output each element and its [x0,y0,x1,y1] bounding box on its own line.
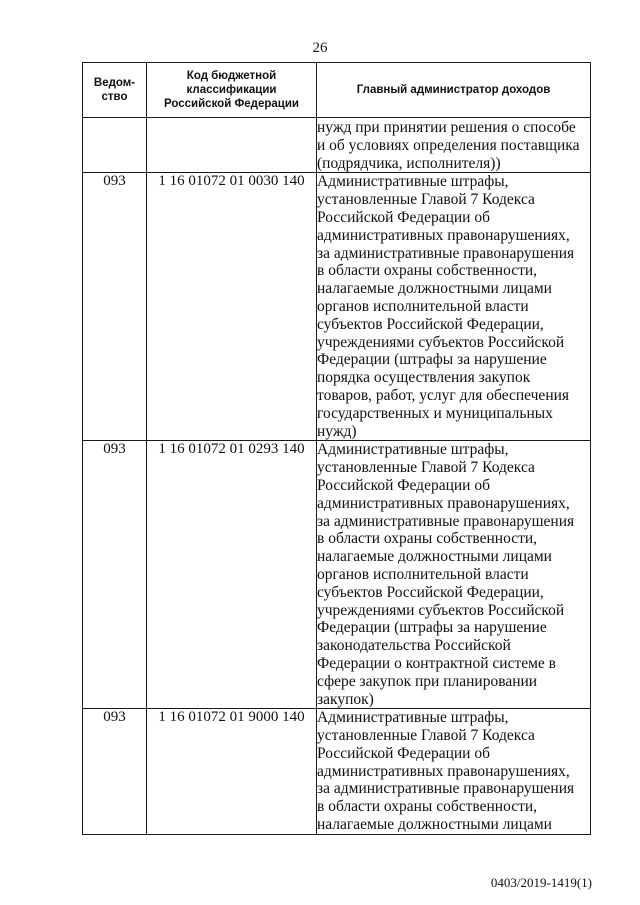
dept-cell: 093 [83,173,147,441]
table-header-row [83,63,591,118]
admin-text-line: Административные штрафы, [317,173,509,191]
table-row [83,118,591,173]
admin-text-line: в области охраны собственности, [317,798,538,816]
admin-text-line: нужд) [317,422,357,440]
admin-text-line: за административные правонарушения [317,512,575,530]
header-dept [83,63,147,118]
header-code [147,63,317,118]
dept-cell: 093 [83,709,147,835]
admin-text-line: установленные Главой 7 Кодекса [317,459,535,477]
admin-text-line: Федерации (штрафы за нарушение [317,351,547,369]
admin-text-line: Российской Федерации об [317,476,490,494]
admin-text-line: в области охраны собственности, [317,262,538,280]
page-number: 26 [312,40,328,56]
admin-text-line: Российской Федерации об [317,208,490,226]
admin-text-line: органов исполнительной власти [317,565,529,583]
document-reference: 0403/2019-1419(1) [490,875,592,890]
table-row [83,709,591,835]
admin-text-line: органов исполнительной власти [317,297,529,315]
admin-text-line: за административные правонарушения [317,244,575,262]
header-admin [317,63,591,118]
code-cell: 1 16 01072 01 0293 140 [147,441,317,709]
admin-text-line: учреждениями субъектов Российской [317,333,565,351]
admin-text-line: государственных и муниципальных [317,404,553,422]
admin-text-line: налагаемые должностными лицами [317,280,552,298]
admin-cell [317,709,591,835]
admin-text-line: Административные штрафы, [317,441,509,459]
header-code-line: Российской Федерации [163,98,299,110]
admin-text-line: Российской Федерации об [317,744,490,762]
code-cell [147,118,317,173]
admin-cell [317,173,591,441]
admin-text-line: за административные правонарушения [317,780,575,798]
admin-text-line: налагаемые должностными лицами [317,816,552,834]
admin-text-line: установленные Главой 7 Кодекса [317,191,535,209]
admin-text-line: административных правонарушениях, [317,226,570,244]
header-code-line: классификации [186,84,277,96]
admin-text-line: административных правонарушениях, [317,762,570,780]
admin-text-line: субъектов Российской Федерации, [317,583,544,601]
admin-text-line: Федерации о контрактной системе в [317,654,556,672]
header-code-line: Код бюджетной [186,70,277,82]
admin-text-line: налагаемые должностными лицами [317,548,552,566]
admin-text-line: Федерации (штрафы за нарушение [317,619,547,637]
admin-text-line: законодательства Российской [317,637,511,655]
header-dept-line: ство [101,91,128,103]
admin-text-line: сфере закупок при планировании [317,672,538,690]
admin-cell [317,441,591,709]
revenue-classification-table [82,62,591,835]
admin-text-line: порядка осуществления закупок [317,369,531,387]
table-row [83,173,591,441]
admin-cell [317,118,591,173]
admin-text-line: закупок) [317,690,374,708]
header-admin-line: Главный администратор доходов [356,84,551,96]
admin-text-line: и об условиях определения поставщика [317,136,580,154]
admin-text-line: нужд при принятии решения о способе [317,119,576,136]
admin-text-line: субъектов Российской Федерации, [317,315,544,333]
admin-text-line: учреждениями субъектов Российской [317,601,565,619]
dept-cell [83,118,147,173]
code-cell: 1 16 01072 01 9000 140 [147,709,317,835]
admin-text-line: Административные штрафы, [317,709,509,727]
admin-text-line: установленные Главой 7 Кодекса [317,727,535,745]
admin-text-line: товаров, работ, услуг для обеспечения [317,386,570,404]
dept-cell: 093 [83,441,147,709]
admin-text-line: административных правонарушениях, [317,494,570,512]
header-dept-line: Ведом- [93,77,136,89]
table-row [83,441,591,709]
admin-text-line: (подрядчика, исполнителя)) [317,154,501,172]
code-cell: 1 16 01072 01 0030 140 [147,173,317,441]
admin-text-line: в области охраны собственности, [317,530,538,548]
